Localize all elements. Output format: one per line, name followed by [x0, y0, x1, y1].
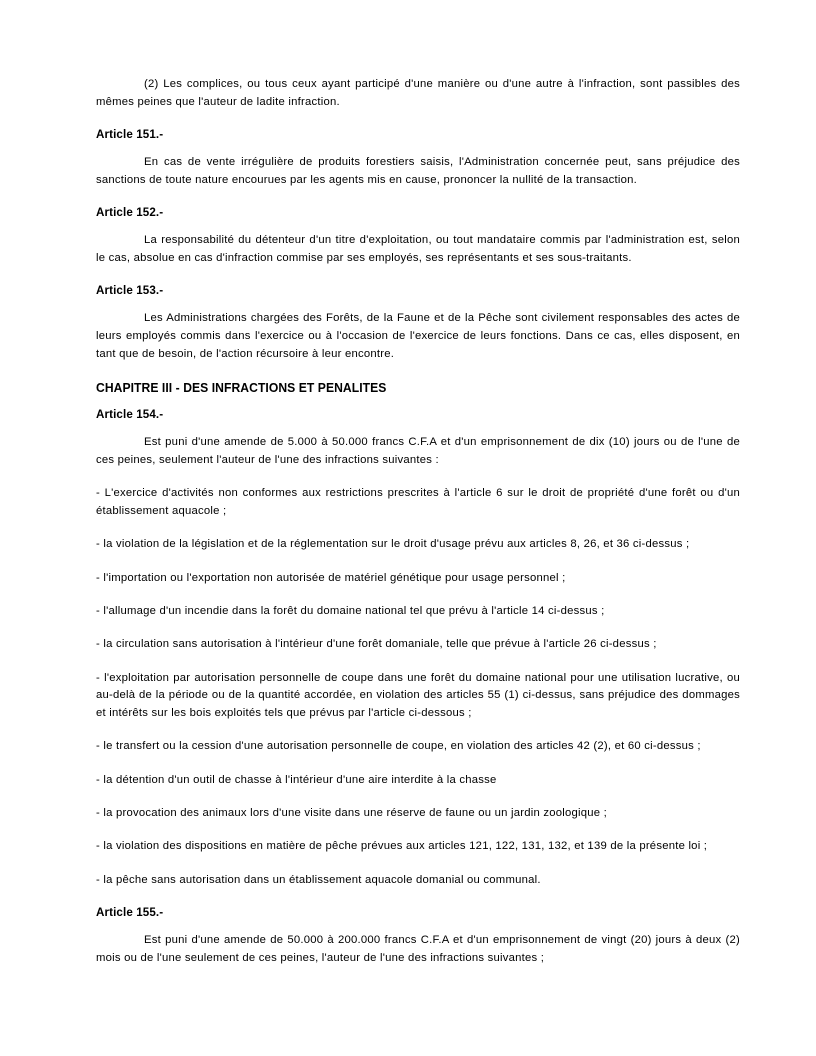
list-item: - la violation des dispositions en matière de pêche prévues aux articles 121, 122, 131, 132, et 139 de la présente loi ; — [96, 840, 708, 853]
spacer — [96, 423, 740, 434]
article-heading-152: Article 152.- — [96, 206, 164, 220]
spacer — [96, 299, 740, 310]
spacer — [96, 396, 740, 407]
spacer — [96, 197, 740, 205]
list-item: - la circulation sans autorisation à l'intérieur d'une forêt domaniale, telle que prévue à l'article 26 ci-dessus ; — [96, 638, 657, 651]
spacer — [96, 275, 740, 283]
spacer — [96, 371, 740, 379]
paragraph: Est puni d'une amende de 50.000 à 200.000 francs C.F.A et d'un emprisonnement de vingt (20) jours à deux (2) mois ou de l'une seulement de ces peines, l'auteur de l'une des infractions suivantes ; — [96, 933, 740, 964]
spacer — [96, 143, 740, 154]
article-heading-153: Article 153.- — [96, 284, 164, 298]
list-item: - l'allumage d'un incendie dans la forêt du domaine national tel que prévu à l'article 14 ci-dessus ; — [96, 604, 605, 617]
list-item: - la violation de la législation et de la réglementation sur le droit d'usage prévu aux articles 8, 26, et 36 ci-dessus ; — [96, 538, 690, 551]
spacer — [96, 528, 740, 536]
list-item: - la détention d'un outil de chasse à l'intérieur d'une aire interdite à la chasse — [96, 773, 497, 786]
list-item: - la provocation des animaux lors d'une visite dans une réserve de faune ou un jardin zoologique ; — [96, 807, 608, 820]
article-heading-154: Article 154.- — [96, 408, 164, 422]
list-item: - L'exercice d'activités non conformes aux restrictions prescrites à l'article 6 sur le droit de propriété d'une forêt ou d'un établissement aquacole ; — [96, 487, 740, 518]
spacer — [96, 730, 740, 738]
spacer — [96, 119, 740, 127]
spacer — [96, 477, 740, 485]
list-item: - la pêche sans autorisation dans un établissement aquacole domanial ou communal. — [96, 873, 541, 886]
spacer — [96, 764, 740, 772]
list-item: - le transfert ou la cession d'une autorisation personnelle de coupe, en violation des articles 42 (2), et 60 ci-dessus ; — [96, 740, 701, 753]
list-item: - l'importation ou l'exportation non autorisée de matériel génétique pour usage personnel ; — [96, 571, 566, 584]
list-item: - l'exploitation par autorisation personnelle de coupe dans une forêt du domaine national pour une utilisation lucrative, ou au-delà de la période ou de la quantité accordée, en violation des articles 55 (1) ci-dessus, sans préjudice des dommages et intérêts sur les bois exploités tels que prévus par l'article ci-dessous ; — [96, 671, 740, 720]
spacer — [96, 221, 740, 232]
spacer — [96, 921, 740, 932]
paragraph: Est puni d'une amende de 5.000 à 50.000 francs C.F.A et d'un emprisonnement de dix (10) jours ou de l'une de ces peines, seulement l'auteur de l'une des infractions suivantes : — [96, 436, 740, 466]
spacer — [96, 595, 740, 603]
spacer — [96, 562, 740, 570]
article-heading-151: Article 151.- — [96, 128, 164, 142]
spacer — [96, 830, 740, 838]
document-body — [96, 76, 740, 975]
spacer — [96, 897, 740, 905]
spacer — [96, 797, 740, 805]
paragraph: (2) Les complices, ou tous ceux ayant participé d'une manière ou d'une autre à l'infraction, sont passibles des mêmes peines que l'auteur de ladite infraction. — [96, 78, 740, 108]
article-heading-155: Article 155.- — [96, 905, 164, 919]
spacer — [96, 662, 740, 670]
paragraph: La responsabilité du détenteur d'un titre d'exploitation, ou tout mandataire commis par l'administration est, selon le cas, absolue en cas d'infraction commise par ses employés, ses représentants et ses sous-traitants. — [96, 234, 740, 264]
paragraph: En cas de vente irrégulière de produits forestiers saisis, l'Administration concernée peut, sans préjudice des sanctions de toute nature encourues par les agents mis en cause, prononcer la nullité de la transaction. — [96, 156, 740, 186]
chapter-heading: CHAPITRE III - DES INFRACTIONS ET PENALITES — [96, 380, 387, 396]
paragraph: Les Administrations chargées des Forêts, de la Faune et de la Pêche sont civilement responsables des actes de leurs employés commis dans l'exercice ou à l'occasion de l'exercice de leurs fonctions. Dans ce cas, elles disposent, en tant que de besoin, de l'action récursoire à leur encontre. — [96, 312, 740, 360]
spacer — [96, 864, 740, 872]
spacer — [96, 628, 740, 636]
